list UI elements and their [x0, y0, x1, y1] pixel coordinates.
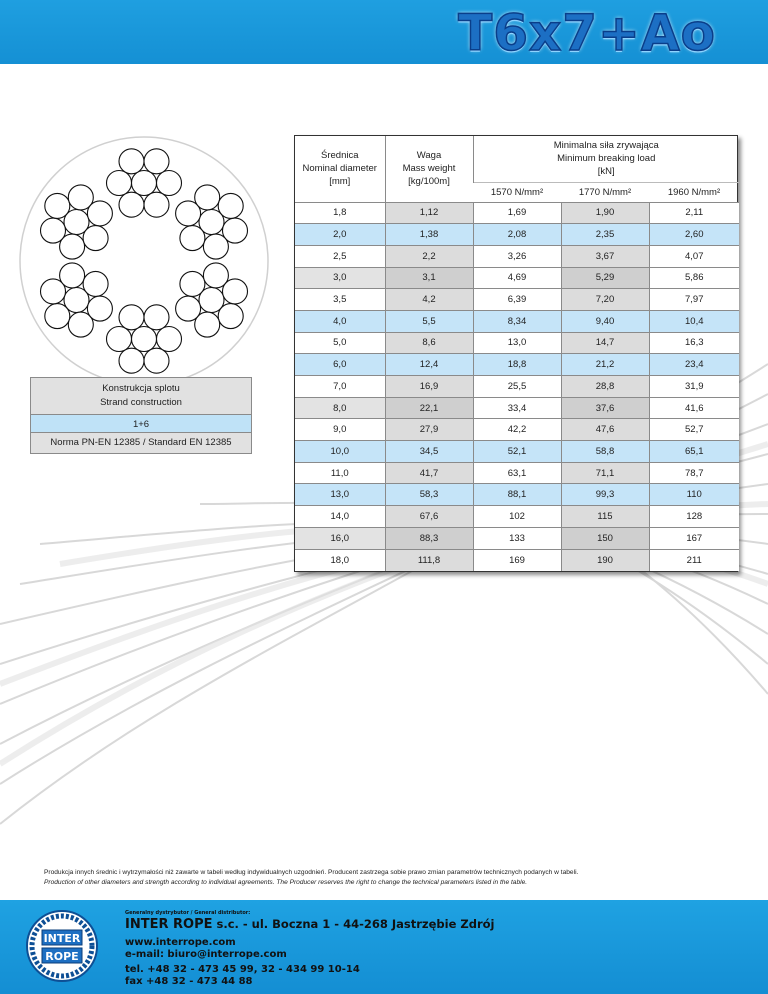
- cell-diameter: 1,8: [295, 202, 385, 224]
- construction-value: 1+6: [31, 415, 251, 435]
- table-row: [295, 310, 739, 332]
- cell-diameter: 3,5: [295, 289, 385, 311]
- cell-weight: 1,38: [385, 224, 473, 246]
- wire: [195, 185, 220, 210]
- header-grade-1570: 1570 N/mm²: [473, 182, 561, 202]
- wire: [176, 296, 201, 321]
- cell-weight: 2,2: [385, 245, 473, 267]
- wire: [45, 304, 70, 329]
- wire: [60, 263, 85, 288]
- cell-load-1570: 4,69: [473, 267, 561, 289]
- cell-load-1770: 47,6: [561, 419, 649, 441]
- wire: [119, 348, 144, 373]
- cell-load-1960: 31,9: [649, 376, 739, 398]
- cell-load-1570: 133: [473, 527, 561, 549]
- cell-load-1770: 7,20: [561, 289, 649, 311]
- cell-load-1770: 28,8: [561, 376, 649, 398]
- table-row: [295, 289, 739, 311]
- cell-load-1570: 6,39: [473, 289, 561, 311]
- wire: [157, 171, 182, 196]
- cell-weight: 4,2: [385, 289, 473, 311]
- wire: [83, 226, 108, 251]
- wire: [223, 279, 248, 304]
- cell-diameter: 10,0: [295, 441, 385, 463]
- wire: [119, 192, 144, 217]
- cell-load-1570: 169: [473, 549, 561, 571]
- cell-load-1770: 99,3: [561, 484, 649, 506]
- cell-load-1770: 2,35: [561, 224, 649, 246]
- cell-load-1570: 25,5: [473, 376, 561, 398]
- cell-weight: 67,6: [385, 506, 473, 528]
- cell-load-1770: 190: [561, 549, 649, 571]
- cell-load-1570: 1,69: [473, 202, 561, 224]
- cell-diameter: 11,0: [295, 462, 385, 484]
- cell-load-1570: 8,34: [473, 310, 561, 332]
- cell-load-1960: 65,1: [649, 441, 739, 463]
- cell-load-1960: 110: [649, 484, 739, 506]
- company-name: INTER ROPE: [125, 917, 213, 932]
- wire: [132, 327, 157, 352]
- wire: [218, 304, 243, 329]
- cell-weight: 58,3: [385, 484, 473, 506]
- wire: [218, 193, 243, 218]
- table-row: [295, 484, 739, 506]
- wire: [144, 348, 169, 373]
- notes: [44, 868, 744, 888]
- table-row: [295, 332, 739, 354]
- wire: [107, 327, 132, 352]
- cell-diameter: 13,0: [295, 484, 385, 506]
- email-link[interactable]: e-mail: biuro@interrope.com: [125, 948, 287, 960]
- cell-load-1770: 21,2: [561, 354, 649, 376]
- footer-contact: [125, 910, 494, 987]
- cell-weight: 41,7: [385, 462, 473, 484]
- table-row: [295, 549, 739, 571]
- cell-load-1960: 52,7: [649, 419, 739, 441]
- wire: [180, 271, 205, 296]
- table-row: [295, 376, 739, 398]
- cell-load-1570: 18,8: [473, 354, 561, 376]
- cell-load-1960: 2,60: [649, 224, 739, 246]
- wire: [119, 305, 144, 330]
- wire: [157, 327, 182, 352]
- cell-diameter: 18,0: [295, 549, 385, 571]
- wire: [144, 305, 169, 330]
- cell-load-1570: 88,1: [473, 484, 561, 506]
- cell-load-1960: 7,97: [649, 289, 739, 311]
- table-row: [295, 397, 739, 419]
- cell-weight: 88,3: [385, 527, 473, 549]
- cell-weight: 5,5: [385, 310, 473, 332]
- specification-table: [294, 135, 738, 572]
- cell-diameter: 14,0: [295, 506, 385, 528]
- cell-load-1770: 150: [561, 527, 649, 549]
- wire: [144, 192, 169, 217]
- wire: [119, 149, 144, 174]
- cell-weight: 8,6: [385, 332, 473, 354]
- wire: [41, 218, 66, 243]
- cell-load-1570: 102: [473, 506, 561, 528]
- cell-load-1960: 5,86: [649, 267, 739, 289]
- wire: [144, 149, 169, 174]
- wire: [87, 201, 112, 226]
- cell-load-1960: 167: [649, 527, 739, 549]
- cell-diameter: 2,0: [295, 224, 385, 246]
- construction-label: [31, 378, 251, 415]
- wire: [203, 234, 228, 259]
- cell-load-1770: 3,67: [561, 245, 649, 267]
- cell-diameter: 6,0: [295, 354, 385, 376]
- cell-load-1570: 13,0: [473, 332, 561, 354]
- table-row: [295, 527, 739, 549]
- product-title: T6x7+Ao: [458, 4, 716, 62]
- table-row: [295, 462, 739, 484]
- cell-diameter: 3,0: [295, 267, 385, 289]
- header-breaking-load: Minimalna siła zrywająca Minimum breaking load [kN]: [473, 136, 739, 182]
- wire: [45, 193, 70, 218]
- cell-load-1770: 5,29: [561, 267, 649, 289]
- table-row: [295, 267, 739, 289]
- cell-weight: 111,8: [385, 549, 473, 571]
- cell-load-1960: 10,4: [649, 310, 739, 332]
- cell-diameter: 9,0: [295, 419, 385, 441]
- cell-diameter: 4,0: [295, 310, 385, 332]
- table-row: [295, 419, 739, 441]
- table-row: [295, 441, 739, 463]
- cell-load-1570: 42,2: [473, 419, 561, 441]
- table-row: [295, 202, 739, 224]
- cell-load-1570: 2,08: [473, 224, 561, 246]
- rope-cross-section-diagram: [18, 135, 270, 387]
- distributor-label: Generalny dystrybutor / General distributor:: [125, 910, 251, 916]
- inter-rope-logo: [24, 908, 100, 984]
- cell-load-1960: 2,11: [649, 202, 739, 224]
- cell-load-1960: 78,7: [649, 462, 739, 484]
- cell-weight: 34,5: [385, 441, 473, 463]
- header-diameter: Średnica Nominal diameter [mm]: [295, 136, 385, 202]
- wire: [180, 226, 205, 251]
- cell-weight: 3,1: [385, 267, 473, 289]
- header-grade-1960: 1960 N/mm²: [649, 182, 739, 202]
- cell-load-1570: 33,4: [473, 397, 561, 419]
- construction-label-pl: Konstrukcja splotu: [102, 383, 180, 394]
- phone-number: tel. +48 32 - 473 45 99, 32 - 434 99 10-14: [125, 964, 360, 975]
- cell-diameter: 16,0: [295, 527, 385, 549]
- cell-weight: 16,9: [385, 376, 473, 398]
- cell-load-1770: 58,8: [561, 441, 649, 463]
- cell-load-1770: 115: [561, 506, 649, 528]
- cell-load-1960: 16,3: [649, 332, 739, 354]
- fax-number: fax +48 32 - 473 44 88: [125, 975, 253, 987]
- cell-load-1770: 9,40: [561, 310, 649, 332]
- cell-load-1770: 71,1: [561, 462, 649, 484]
- cell-weight: 1,12: [385, 202, 473, 224]
- cell-load-1960: 128: [649, 506, 739, 528]
- construction-box: [30, 377, 252, 436]
- header-grade-1770: 1770 N/mm²: [561, 182, 649, 202]
- wire: [107, 171, 132, 196]
- wire: [87, 296, 112, 321]
- cell-weight: 12,4: [385, 354, 473, 376]
- wire: [83, 271, 108, 296]
- table-row: [295, 506, 739, 528]
- cell-weight: 27,9: [385, 419, 473, 441]
- standard-label: Norma PN-EN 12385 / Standard EN 12385: [30, 432, 252, 454]
- cell-load-1960: 23,4: [649, 354, 739, 376]
- table-row: [295, 354, 739, 376]
- cell-diameter: 7,0: [295, 376, 385, 398]
- note-pl: Produkcja innych średnic i wytrzymałości niż zawarte w tabeli według indywidualnych uzgodnień. Producent zastrzega sobie prawo zmian parametrów technicznych podanych w tabeli.: [44, 869, 579, 876]
- logo-text-top: INTER: [43, 932, 81, 945]
- note-en: Production of other diameters and strength according to individual agreements. The Producer reserves the right to change the technical parameters listed in the table.: [44, 879, 528, 886]
- wire: [132, 171, 157, 196]
- table-row: [295, 224, 739, 246]
- cell-load-1960: 41,6: [649, 397, 739, 419]
- website-link[interactable]: www.interrope.com: [125, 937, 236, 948]
- cell-diameter: 8,0: [295, 397, 385, 419]
- company-address: s.c. - ul. Boczna 1 - 44-268 Jastrzębie Zdrój: [212, 917, 495, 931]
- cell-load-1770: 37,6: [561, 397, 649, 419]
- cell-load-1570: 63,1: [473, 462, 561, 484]
- cell-load-1770: 14,7: [561, 332, 649, 354]
- cell-diameter: 2,5: [295, 245, 385, 267]
- table-row: [295, 245, 739, 267]
- cell-load-1770: 1,90: [561, 202, 649, 224]
- header-weight: Waga Mass weight [kg/100m]: [385, 136, 473, 202]
- cell-load-1570: 3,26: [473, 245, 561, 267]
- cell-weight: 22,1: [385, 397, 473, 419]
- cell-load-1960: 4,07: [649, 245, 739, 267]
- logo-text-bottom: ROPE: [45, 950, 79, 963]
- cell-diameter: 5,0: [295, 332, 385, 354]
- company-address-line: [125, 917, 494, 932]
- cell-load-1960: 211: [649, 549, 739, 571]
- cell-load-1570: 52,1: [473, 441, 561, 463]
- construction-label-en: Strand construction: [100, 397, 182, 408]
